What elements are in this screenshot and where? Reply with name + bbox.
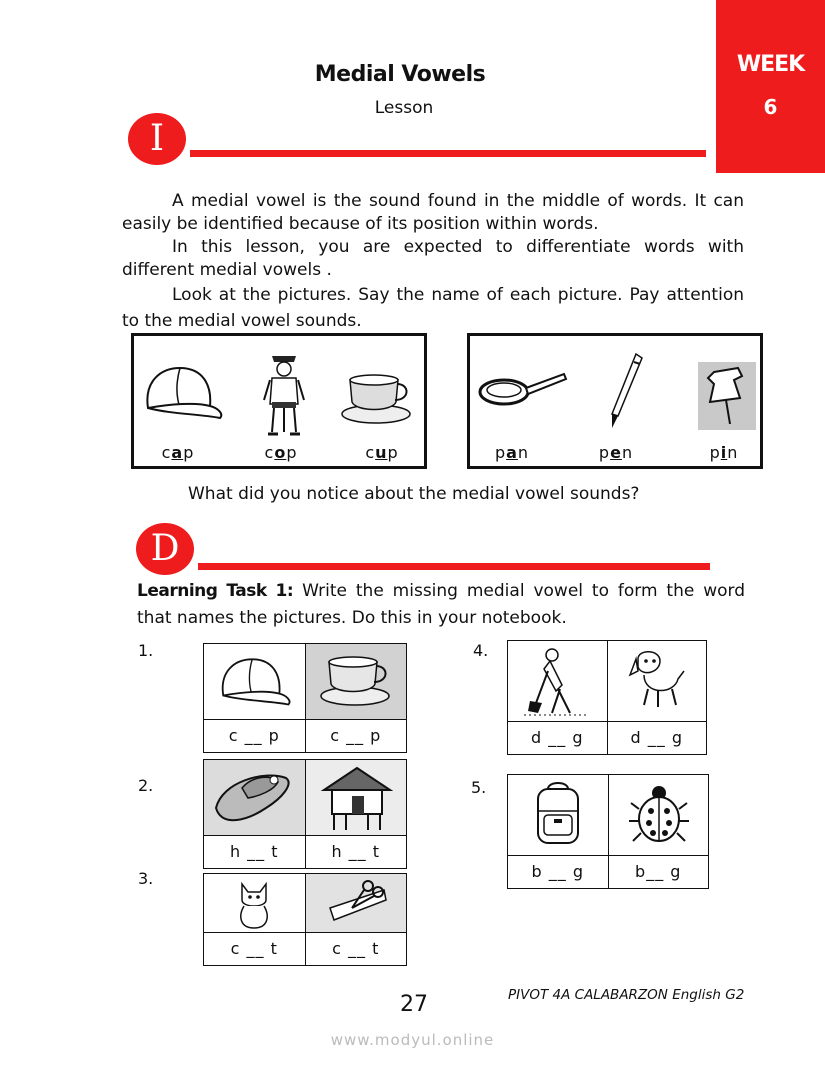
exercise-1-picture-a	[204, 644, 306, 719]
section-i-rule	[190, 150, 706, 157]
exercise-5-picture-b	[609, 775, 709, 855]
footer-source: PIVOT 4A CALABARZON English G2	[508, 987, 745, 1003]
word-cop: cop	[264, 443, 298, 462]
intro-paragraph-1: A medial vowel is the sound found in the middle of words. It can easily be identified because of its position within words.	[122, 191, 744, 234]
section-d-rule	[198, 563, 710, 570]
exercise-word: c __ t	[204, 933, 306, 965]
word-pin: pin	[709, 443, 739, 462]
exercise-3	[203, 873, 407, 966]
exercise-word: b__ g	[635, 862, 682, 881]
intro-paragraph-3: Look at the pictures. Say the name of each picture. Pay attention to the medial vowel sounds.	[122, 285, 744, 331]
picture-box-cvc-c	[131, 333, 427, 469]
exercise-2-picture-b	[306, 760, 407, 835]
exercise-word: c __ p	[330, 726, 382, 745]
exercise-number: 4.	[473, 641, 489, 660]
exercise-word: c __ t	[332, 939, 380, 958]
exercise-2-picture-a	[204, 760, 306, 835]
exercise-3-picture-b	[306, 874, 407, 932]
exercise-4	[507, 640, 707, 755]
exercise-number: 1.	[138, 641, 154, 660]
cap-icon	[216, 652, 292, 710]
pan-icon	[478, 370, 568, 410]
hat-icon	[212, 768, 296, 828]
exercise-2	[203, 759, 407, 869]
word-cup: cup	[365, 443, 399, 462]
week-number: 6	[763, 95, 778, 119]
word-pan: pan	[494, 443, 530, 462]
bug-icon	[629, 783, 689, 845]
pin-icon	[700, 364, 754, 428]
intro-text	[122, 190, 744, 334]
hut-icon	[320, 764, 394, 832]
intro-paragraph-2: In this lesson, you are expected to differentiate words with different medial vowels .	[122, 237, 744, 280]
learning-task-label: Learning Task 1:	[137, 581, 294, 601]
learning-task-instructions	[137, 578, 745, 632]
exercise-word: d __ g	[508, 722, 608, 754]
page-subtitle: Lesson	[374, 98, 434, 118]
exercise-word: h __ t	[331, 842, 381, 861]
exercise-5-picture-a	[508, 775, 609, 855]
exercise-word: h __ t	[204, 836, 306, 868]
page-number: 27	[400, 992, 428, 1017]
cap-icon	[140, 362, 224, 422]
week-label: WEEK	[736, 52, 805, 77]
exercise-word: d __ g	[630, 728, 683, 747]
exercise-4-picture-b	[608, 641, 707, 721]
bag-icon	[530, 781, 586, 849]
exercise-1	[203, 643, 407, 753]
dog-icon	[628, 649, 688, 713]
exercise-word: c __ p	[204, 720, 306, 752]
watermark: www.modyul.online	[330, 1031, 495, 1049]
exercise-5	[507, 774, 709, 889]
word-cap: cap	[161, 443, 195, 462]
cat-icon	[234, 878, 274, 930]
pen-icon	[606, 350, 646, 430]
picture-box-cvc-p	[467, 333, 763, 469]
learning-task-text: Write the missing medial vowel to form the word that names the pictures. Do this in your notebook.	[137, 581, 745, 628]
exercise-3-picture-a	[204, 874, 306, 932]
cup-icon	[340, 372, 414, 426]
exercise-4-picture-a	[508, 641, 608, 721]
cut-icon	[324, 878, 390, 930]
section-d-badge: D	[136, 523, 194, 575]
exercise-number: 3.	[138, 869, 154, 888]
reflection-question: What did you notice about the medial vowel sounds?	[188, 484, 640, 504]
dig-icon	[522, 645, 588, 719]
exercise-number: 5.	[471, 778, 487, 797]
word-pen: pen	[598, 443, 634, 462]
exercise-word: b __ g	[508, 856, 609, 888]
exercise-number: 2.	[138, 776, 154, 795]
page-title: Medial Vowels	[314, 62, 486, 87]
exercise-1-picture-b	[306, 644, 407, 719]
cop-icon	[262, 352, 306, 438]
cup-icon	[318, 654, 394, 708]
section-i-badge: I	[128, 113, 186, 165]
